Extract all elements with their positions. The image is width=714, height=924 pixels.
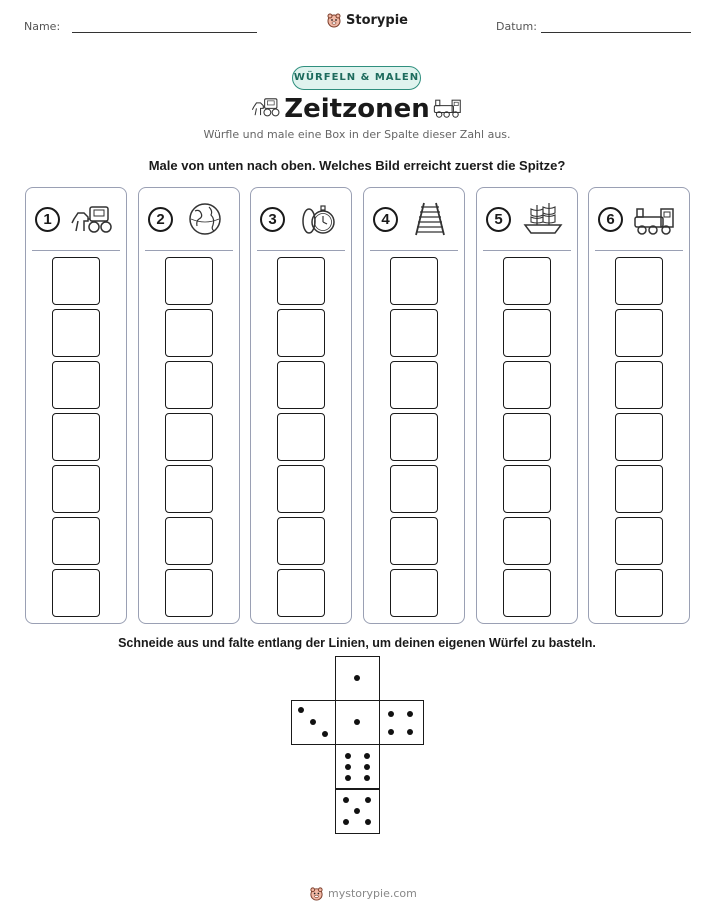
column-4 — [363, 187, 465, 624]
storypie-mascot-icon — [326, 12, 342, 28]
color-box[interactable] — [165, 517, 213, 565]
column-1 — [25, 187, 127, 624]
dice-face-5 — [335, 789, 380, 834]
color-box[interactable] — [165, 413, 213, 461]
dice-face-1 — [335, 656, 380, 701]
color-box[interactable] — [52, 413, 100, 461]
color-box[interactable] — [390, 413, 438, 461]
column-3 — [250, 187, 352, 624]
horse-carriage-icon — [70, 201, 114, 237]
color-box[interactable] — [503, 413, 551, 461]
storypie-mascot-icon — [309, 886, 324, 901]
dice-face-1 — [335, 700, 380, 745]
color-box[interactable] — [52, 361, 100, 409]
dice-pip — [354, 719, 360, 725]
pocket-watch-icon — [295, 201, 339, 237]
column-divider — [370, 250, 458, 251]
dice-pip — [407, 729, 413, 735]
name-label: Name: — [24, 20, 61, 33]
column-number: 5 — [486, 207, 511, 232]
steam-locomotive-icon — [633, 201, 677, 237]
footer-url: mystorypie.com — [328, 887, 417, 900]
color-box[interactable] — [165, 309, 213, 357]
subtitle: Würfle und male eine Box in der Spalte dieser Zahl aus. — [203, 128, 511, 141]
column-number: 6 — [598, 207, 623, 232]
color-box[interactable] — [390, 257, 438, 305]
color-box[interactable] — [165, 569, 213, 617]
instruction: Male von unten nach oben. Welches Bild erreicht zuerst die Spitze? — [148, 158, 566, 173]
color-box[interactable] — [503, 465, 551, 513]
column-number: 1 — [35, 207, 60, 232]
color-box[interactable] — [390, 309, 438, 357]
dice-pip — [364, 764, 370, 770]
dice-pip — [364, 753, 370, 759]
color-box[interactable] — [52, 465, 100, 513]
dice-pip — [298, 707, 304, 713]
color-box[interactable] — [277, 361, 325, 409]
dice-pip — [345, 764, 351, 770]
color-box[interactable] — [503, 309, 551, 357]
column-5 — [476, 187, 578, 624]
date-label: Datum: — [496, 20, 537, 33]
color-box[interactable] — [615, 569, 663, 617]
dice-pip — [343, 819, 349, 825]
column-6 — [588, 187, 690, 624]
logo-text: Storypie — [346, 12, 408, 28]
dice-face-3 — [291, 700, 336, 745]
color-box[interactable] — [503, 569, 551, 617]
color-box[interactable] — [277, 569, 325, 617]
footer — [309, 886, 417, 901]
color-box[interactable] — [615, 465, 663, 513]
color-box[interactable] — [165, 361, 213, 409]
dice-pip — [388, 711, 394, 717]
color-box[interactable] — [390, 569, 438, 617]
color-box[interactable] — [277, 257, 325, 305]
title-row — [0, 92, 714, 126]
dice-pip — [354, 808, 360, 814]
color-box[interactable] — [52, 257, 100, 305]
dice-face-6 — [335, 744, 380, 789]
column-divider — [257, 250, 345, 251]
dice-pip — [322, 731, 328, 737]
color-box[interactable] — [165, 257, 213, 305]
dice-pip — [364, 775, 370, 781]
color-box[interactable] — [503, 517, 551, 565]
page-title: Zeitzonen — [284, 94, 430, 124]
color-box[interactable] — [615, 361, 663, 409]
color-box[interactable] — [390, 361, 438, 409]
category-badge: WÜRFELN & MALEN — [292, 66, 421, 90]
color-box[interactable] — [277, 413, 325, 461]
color-box[interactable] — [390, 517, 438, 565]
steam-locomotive-icon — [433, 94, 463, 120]
column-number: 3 — [260, 207, 285, 232]
dice-pip — [354, 675, 360, 681]
dice-pip — [407, 711, 413, 717]
column-divider — [32, 250, 120, 251]
color-box[interactable] — [503, 361, 551, 409]
dice-pip — [343, 797, 349, 803]
date-line — [541, 32, 691, 33]
dice-pip — [365, 797, 371, 803]
color-box[interactable] — [615, 413, 663, 461]
sailing-ship-icon — [521, 201, 565, 237]
column-number: 4 — [373, 207, 398, 232]
dice-pip — [365, 819, 371, 825]
storypie-logo — [326, 12, 408, 28]
column-number: 2 — [148, 207, 173, 232]
column-divider — [483, 250, 571, 251]
column-divider — [595, 250, 683, 251]
dice-pip — [345, 775, 351, 781]
color-box[interactable] — [390, 465, 438, 513]
dice-pip — [310, 719, 316, 725]
color-box[interactable] — [277, 309, 325, 357]
color-box[interactable] — [52, 309, 100, 357]
color-box[interactable] — [503, 257, 551, 305]
name-line — [72, 32, 257, 33]
color-box[interactable] — [615, 257, 663, 305]
railroad-track-icon — [408, 201, 452, 237]
globe-icon — [183, 201, 227, 237]
dice-face-4 — [379, 700, 424, 745]
color-box[interactable] — [615, 309, 663, 357]
color-box[interactable] — [277, 517, 325, 565]
dice-pip — [388, 729, 394, 735]
dice-pip — [345, 753, 351, 759]
column-2 — [138, 187, 240, 624]
color-box[interactable] — [165, 465, 213, 513]
cut-instruction: Schneide aus und falte entlang der Linien, um deinen eigenen Würfel zu basteln. — [118, 636, 596, 650]
color-box[interactable] — [615, 517, 663, 565]
color-box[interactable] — [277, 465, 325, 513]
color-box[interactable] — [52, 517, 100, 565]
column-divider — [145, 250, 233, 251]
color-box[interactable] — [52, 569, 100, 617]
